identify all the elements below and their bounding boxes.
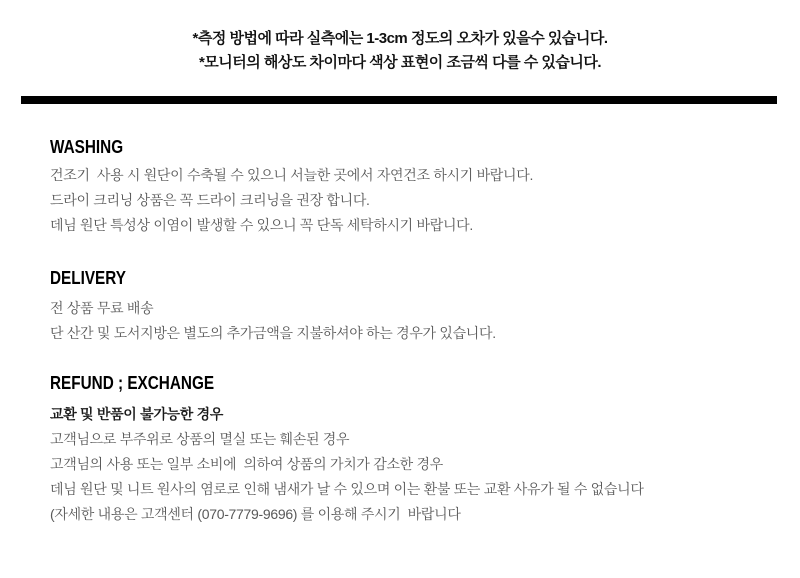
delivery-section-body (50, 296, 770, 346)
refund-line-denim-smell: 데님 원단 및 니트 원사의 염로로 인해 냄새가 날 수 있으며 이는 환불 또는 교환 사유가 될 수 없습니다 (50, 481, 644, 497)
measurement-notice (0, 0, 800, 75)
washing-line-drycleaning: 드라이 크리닝 상품은 꼭 드라이 크리닝을 권장 합니다. (50, 192, 370, 208)
divider-bar (21, 96, 777, 104)
refund-line-customer-center: (자세한 내용은 고객센터 (070-7779-9696) 를 이용해 주시기 바랍니다 (50, 506, 461, 522)
refund-heading-label: REFUND ; EXCHANGE (50, 373, 215, 393)
washing-line-denim: 데님 원단 특성상 이염이 발생할 수 있으니 꼭 단독 세탁하시기 바랍니다. (50, 217, 473, 233)
delivery-heading-label: DELIVERY (50, 268, 126, 288)
info-content (50, 138, 770, 527)
washing-section-heading (50, 138, 770, 156)
notice-line-measurement: *측정 방법에 따라 실측에는 1-3cm 정도의 오차가 있을수 있습니다. (192, 30, 608, 47)
notice-line-monitor: *모니터의 해상도 차이마다 색상 표현이 조금씩 다를 수 있습니다. (198, 54, 602, 71)
refund-line-value-decrease: 고객님의 사용 또는 일부 소비에 의하여 상품의 가치가 감소한 경우 (50, 456, 443, 472)
refund-subheading-impossible-cases: 교환 및 반품이 불가능한 경우 (50, 406, 224, 422)
delivery-section-heading (50, 269, 770, 287)
refund-exchange-section-body (50, 402, 770, 527)
refund-exchange-section-heading (50, 374, 770, 392)
delivery-line-remote-area: 단 산간 및 도서지방은 별도의 추가금액을 지불하셔야 하는 경우가 있습니다. (50, 325, 496, 341)
delivery-line-free-shipping: 전 상품 무료 배송 (50, 300, 154, 316)
washing-heading-label: WASHING (50, 137, 124, 157)
washing-line-dryer: 건조기 사용 시 원단이 수축될 수 있으니 서늘한 곳에서 자연건조 하시기 바랍니다. (50, 167, 534, 183)
refund-line-customer-damage: 고객님으로 부주위로 상품의 멸실 또는 훼손된 경우 (50, 431, 350, 447)
washing-section-body (50, 163, 770, 238)
